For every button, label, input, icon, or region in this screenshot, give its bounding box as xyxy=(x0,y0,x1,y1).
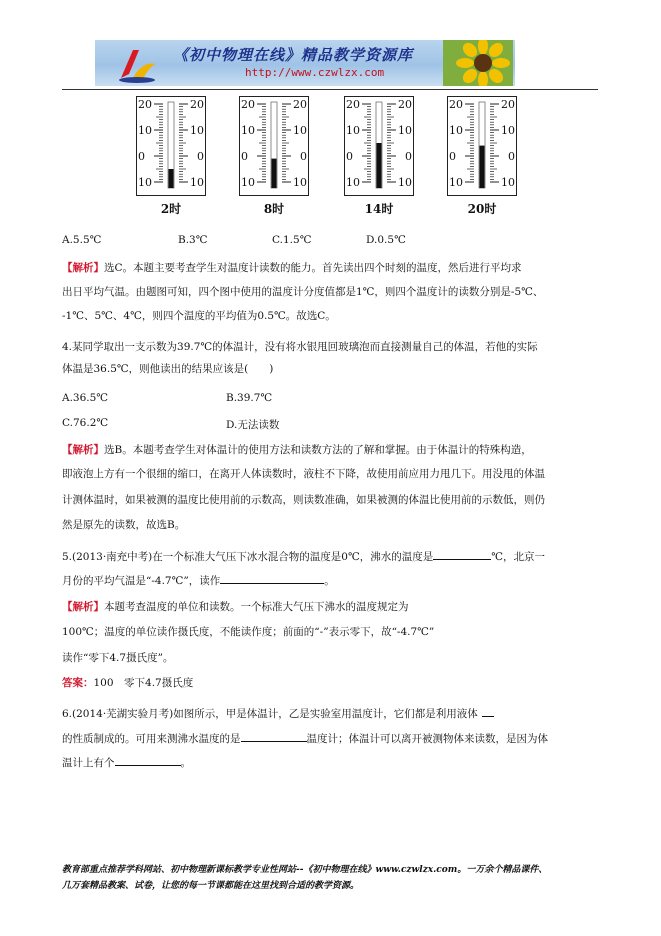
q3-analysis-tag: 【解析】 xyxy=(62,262,104,274)
q3-option-d: D.0.5℃ xyxy=(366,234,406,246)
thermometer-caption: 8时 xyxy=(263,202,285,216)
liquid-column xyxy=(377,143,382,188)
q3-analysis-line-2: 出日平均气温。由题图可知，四个图中使用的温度计分度值都是1℃，则四个温度计的读数分别是-5℃、 xyxy=(62,286,544,298)
q5-stem-line-2: 月份的平均气温是“-4.7℃”，读作 。 xyxy=(62,572,335,588)
scale-label: 10 xyxy=(138,124,152,137)
q5-analysis-line-3: 读作“零下4.7摄氏度”。 xyxy=(62,652,174,664)
liquid-column xyxy=(272,159,277,188)
q3-analysis-line-3: -1℃、5℃、4℃，则四个温度的平均值为0.5℃。故选C。 xyxy=(62,310,336,322)
scale-label: 10 xyxy=(190,124,204,137)
scale-label: 10 xyxy=(241,176,255,189)
banner-title: 《初中物理在线》精品教学资源库 xyxy=(173,46,414,64)
scale-label: 10 xyxy=(449,176,463,189)
scale-label: 0 xyxy=(346,150,353,163)
q4-stem-line-1: 4.某同学取出一支示数为39.7℃的体温计，没有将水银甩回玻璃泡而直接测量自己的体温，若他的实际 xyxy=(62,341,538,353)
q3-analysis-line-1: 【解析】选C。本题主要考查学生对温度计读数的能力。首先读出四个时刻的温度，然后进行平均求 xyxy=(62,262,522,274)
scale-label: 10 xyxy=(346,124,360,137)
thermometer-2 xyxy=(239,96,309,216)
scale-label: 20 xyxy=(398,98,412,111)
q4-option-d: D.无法读数 xyxy=(226,419,280,431)
q6-blank-2[interactable] xyxy=(241,730,307,742)
liquid-column xyxy=(169,169,174,188)
footer-line-2: 几万套精品教案、试卷，让您的每一节课都能在这里找到合适的教学资源。 xyxy=(62,881,360,891)
q6-line-1: 6.(2014·芜湖实验月考)如图所示，甲是体温计，乙是实验室用温度计，它们都是利用液体 xyxy=(62,705,494,721)
thermometer-4 xyxy=(447,96,517,216)
q3-option-c: C.1.5℃ xyxy=(272,234,312,246)
scale-label: 0 xyxy=(138,150,145,163)
q5-analysis-line-1: 【解析】本题考查温度的单位和读数。一个标准大气压下沸水的温度规定为 xyxy=(62,601,409,613)
scale-label: 10 xyxy=(501,176,515,189)
q3-option-a: A.5.5℃ xyxy=(62,234,102,246)
scale-label: 20 xyxy=(190,98,204,111)
q5-answer: 答案：100 零下4.7摄氏度 xyxy=(62,677,194,689)
scale-label: 10 xyxy=(398,124,412,137)
q5-blank-2[interactable] xyxy=(220,572,324,584)
scale-label: 10 xyxy=(138,176,152,189)
q4-option-a: A.36.5℃ xyxy=(62,392,109,404)
thermometer-caption: 20时 xyxy=(467,202,497,216)
thermometer-1 xyxy=(136,96,206,216)
scale-label: 10 xyxy=(501,124,515,137)
scale-label: 0 xyxy=(300,150,307,163)
scale-label: 0 xyxy=(508,150,515,163)
q5-blank-1[interactable] xyxy=(433,548,491,560)
scale-label: 20 xyxy=(138,98,152,111)
header-banner xyxy=(95,40,515,86)
q4-analysis-line-1: 【解析】选B。本题考查学生对体温计的使用方法和读数方法的了解和掌握。由于体温计的特殊构造， xyxy=(62,444,532,456)
header-rule xyxy=(62,89,598,90)
thermometer-icon xyxy=(344,96,414,196)
scale-label: 20 xyxy=(449,98,463,111)
sunflower-icon xyxy=(443,40,513,86)
thermometer-caption: 2时 xyxy=(160,202,182,216)
q4-analysis-line-3: 计测体温时，如果被测的温度比使用前的示数高，则读数准确，如果被测的体温比使用前的示数低，则仍 xyxy=(62,494,545,506)
scale-label: 10 xyxy=(293,124,307,137)
q4-analysis-line-4: 然是原先的读数，故选B。 xyxy=(62,519,186,531)
banner-url[interactable]: http://www.czwlzx.com xyxy=(245,66,385,79)
q6-blank-1[interactable] xyxy=(482,705,494,717)
scale-label: 20 xyxy=(501,98,515,111)
liquid-column xyxy=(480,146,485,188)
q6-blank-3[interactable] xyxy=(115,754,181,766)
q5-analysis-tag: 【解析】 xyxy=(62,601,104,613)
q4-stem-line-2: 体温是36.5℃，则他读出的结果应该是( ) xyxy=(62,363,274,375)
scale-label: 10 xyxy=(293,176,307,189)
scale-label: 10 xyxy=(346,176,360,189)
thermometer-icon xyxy=(447,96,517,196)
scale-label: 20 xyxy=(293,98,307,111)
q4-analysis-tag: 【解析】 xyxy=(62,444,104,456)
q5-stem-line-1: 5.(2013·南充中考)在一个标准大气压下冰水混合物的温度是0℃，沸水的温度是 ℃，北京一 xyxy=(62,548,545,564)
thermometer-3 xyxy=(344,96,414,216)
scale-label: 20 xyxy=(241,98,255,111)
q4-analysis-line-2: 即液泡上方有一个很细的缩口，在离开人体读数时，液柱不下降，故使用前应用力甩几下。用没甩的体温 xyxy=(62,468,545,480)
q5-analysis-line-2: 100℃；温度的单位读作摄氏度，不能读作度；前面的“-”表示零下，故“-4.7℃” xyxy=(62,626,435,638)
scale-label: 0 xyxy=(241,150,248,163)
footer-line-1: 教育部重点推荐学科网站、初中物理新课标教学专业性网站--《初中物理在线》www.czwlzx.com。一万余个精品课件、 xyxy=(62,865,548,875)
scale-label: 10 xyxy=(398,176,412,189)
q4-option-c: C.76.2℃ xyxy=(62,417,109,429)
site-logo-icon xyxy=(115,44,159,84)
thermometer-icon xyxy=(239,96,309,196)
scale-label: 10 xyxy=(241,124,255,137)
q6-line-3: 温计上有个 。 xyxy=(62,754,191,770)
scale-label: 20 xyxy=(346,98,360,111)
scale-label: 10 xyxy=(449,124,463,137)
q6-line-2: 的性质制成的。可用来测沸水温度的是 温度计；体温计可以离开被测物体来读数，是因为体 xyxy=(62,730,548,746)
scale-label: 0 xyxy=(405,150,412,163)
scale-label: 10 xyxy=(190,176,204,189)
thermometer-caption: 14时 xyxy=(364,202,394,216)
q4-option-b: B.39.7℃ xyxy=(226,392,273,404)
q3-option-b: B.3℃ xyxy=(178,234,208,246)
q5-answer-tag: 答案： xyxy=(62,677,94,689)
scale-label: 0 xyxy=(449,150,456,163)
scale-label: 0 xyxy=(197,150,204,163)
thermometer-icon xyxy=(136,96,206,196)
